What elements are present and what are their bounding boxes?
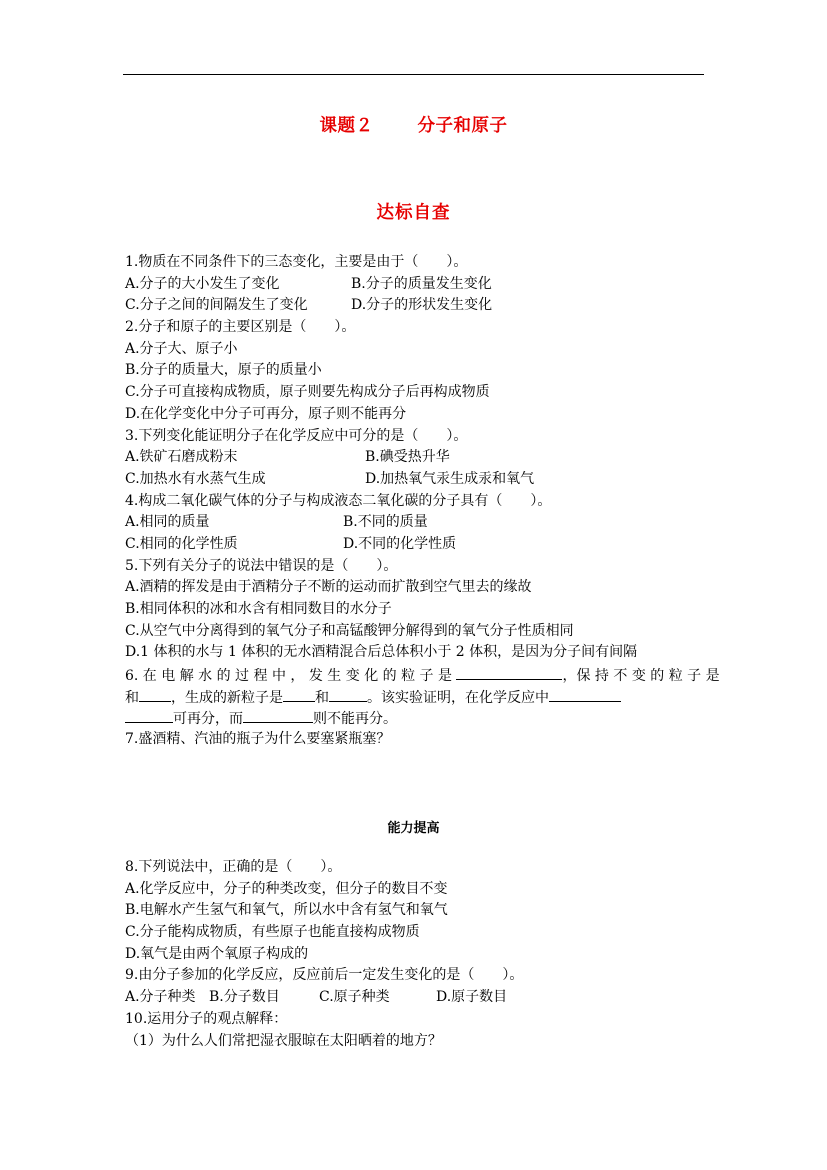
question-2: 2.分子和原子的主要区别是（ ）。 bbox=[125, 319, 356, 336]
option-a: A.酒精的挥发是由于酒精分子不断的运动而扩散到空气里去的缘故 bbox=[125, 579, 532, 596]
option-c: C.分子可直接构成物质，原子则要先构成分子后再构成物质 bbox=[125, 384, 490, 401]
option-c: C.从空气中分离得到的氧气分子和高锰酸钾分解得到的氧气分子性质相同 bbox=[125, 622, 574, 639]
question-6-text: 6. 在 电 解 水 的 过 程 中 ， 发 生 变 化 的 粒 子 是 bbox=[125, 668, 453, 685]
question-8: 8.下列说法中，正确的是（ ）。 bbox=[125, 859, 342, 875]
option-a: A.分子的大小发生了变化 bbox=[125, 275, 280, 292]
question-6-text: 和 bbox=[125, 689, 139, 706]
option-b: B.电解水产生氢气和氧气，所以水中含有氢气和氧气 bbox=[125, 902, 448, 919]
option-row bbox=[125, 274, 705, 296]
question-6-text: 则不能再分。 bbox=[313, 711, 397, 728]
option-b: B.分子数目 bbox=[209, 989, 280, 1006]
option-row bbox=[125, 469, 705, 491]
lesson-number: 课题２ bbox=[319, 116, 374, 136]
lesson-title bbox=[0, 112, 827, 137]
option-a: A.分子大、原子小 bbox=[125, 340, 238, 357]
option-row bbox=[125, 295, 705, 317]
question-6-line-2 bbox=[125, 686, 705, 708]
section-heading-self-check: 达标自查 bbox=[376, 203, 451, 223]
option-row bbox=[125, 512, 705, 534]
answer-blank[interactable] bbox=[329, 686, 367, 702]
option-b: B.碘受热升华 bbox=[365, 449, 450, 466]
question-6-line-3 bbox=[125, 707, 705, 729]
answer-blank[interactable] bbox=[549, 686, 621, 702]
option-b: B.分子的质量发生变化 bbox=[351, 275, 492, 292]
answer-blank[interactable] bbox=[125, 707, 173, 723]
option-d: D.加热氧气汞生成汞和氧气 bbox=[365, 470, 535, 487]
answer-blank[interactable] bbox=[139, 686, 171, 702]
option-d: D.1 体积的水与 1 体积的无水酒精混合后总体积小于 2 体积，是因为分子间有间隔 bbox=[125, 644, 638, 661]
option-a: A.分子种类 bbox=[125, 989, 196, 1006]
option-c: C.相同的化学性质 bbox=[125, 535, 238, 552]
question-5: 5.下列有关分子的说法中错误的是（ ）。 bbox=[125, 557, 398, 574]
answer-blank[interactable] bbox=[283, 686, 315, 702]
question-6-text: ，保 持 不 变 的 粒 子 是 bbox=[562, 668, 720, 685]
section-heading-advanced: 能力提高 bbox=[387, 821, 440, 836]
option-c: C.分子之间的间隔发生了变化 bbox=[125, 297, 308, 314]
header-rule bbox=[123, 74, 704, 75]
option-d: D.在化学变化中分子可再分，原子则不能再分 bbox=[125, 405, 407, 422]
option-d: D.氧气是由两个氧原子构成的 bbox=[125, 945, 309, 962]
answer-blank[interactable] bbox=[243, 707, 313, 723]
option-b: B.相同体积的冰和水含有相同数目的水分子 bbox=[125, 601, 392, 617]
option-a: A.相同的质量 bbox=[125, 514, 210, 531]
question-6-text: 和 bbox=[315, 689, 329, 706]
question-6-text: ，生成的新粒子是 bbox=[171, 689, 283, 706]
option-c: C.加热水有水蒸气生成 bbox=[125, 470, 266, 487]
lesson-name: 分子和原子 bbox=[417, 116, 508, 136]
question-block-2 bbox=[125, 857, 705, 1052]
question-9: 9.由分子参加的化学反应，反应前后一定发生变化的是（ ）。 bbox=[125, 967, 524, 984]
option-c: C.原子种类 bbox=[319, 989, 390, 1006]
option-d: D.分子的形状发生变化 bbox=[351, 297, 493, 314]
answer-blank[interactable] bbox=[456, 664, 562, 680]
question-10: 10.运用分子的观点解释： bbox=[125, 1010, 288, 1027]
question-6-text: 。该实验证明，在化学反应中 bbox=[367, 689, 549, 706]
question-7: 7.盛酒精、汽油的瓶子为什么要塞紧瓶塞？ bbox=[125, 731, 391, 748]
option-a: A.铁矿石磨成粉末 bbox=[125, 449, 238, 466]
option-d: D.原子数目 bbox=[436, 989, 508, 1006]
question-3: 3.下列变化能证明分子在化学反应中可分的是（ ）。 bbox=[125, 427, 468, 444]
question-6-text: 可再分，而 bbox=[173, 711, 243, 728]
question-1: 1.物质在不同条件下的三态变化，主要是由于（ ）。 bbox=[125, 254, 468, 270]
option-row bbox=[125, 534, 705, 556]
option-a: A.化学反应中，分子的种类改变，但分子的数目不变 bbox=[125, 880, 448, 897]
option-row bbox=[125, 447, 705, 469]
question-4: 4.构成二氧化碳气体的分子与构成液态二氧化碳的分子具有（ ）。 bbox=[125, 492, 552, 509]
question-10-part-1: （1）为什么人们常把湿衣服晾在太阳晒着的地方？ bbox=[125, 1032, 442, 1049]
option-c: C.分子能构成物质，有些原子也能直接构成物质 bbox=[125, 924, 420, 941]
option-b: B.不同的质量 bbox=[343, 514, 428, 531]
option-d: D.不同的化学性质 bbox=[343, 535, 457, 552]
option-b: B.分子的质量大，原子的质量小 bbox=[125, 362, 322, 379]
option-row bbox=[125, 987, 705, 1009]
question-block-1 bbox=[125, 252, 720, 751]
question-6-line-1 bbox=[125, 664, 720, 686]
